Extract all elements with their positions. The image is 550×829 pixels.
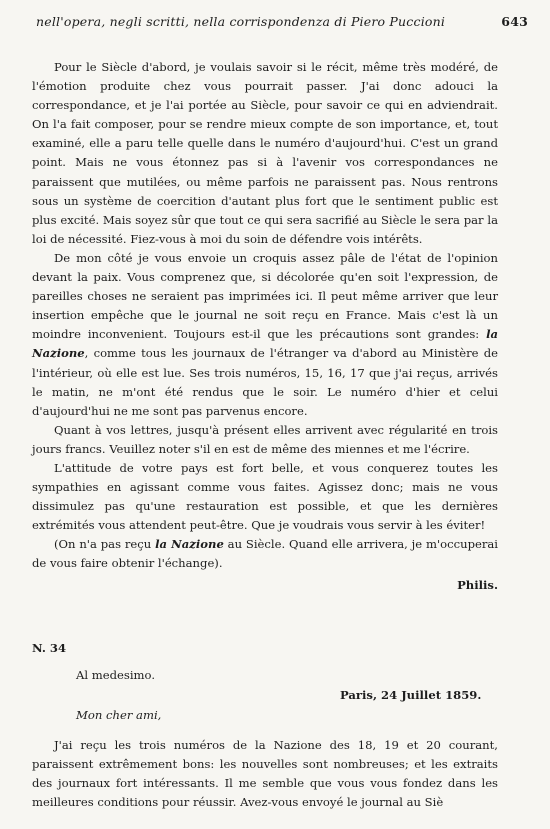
paragraph-4: L'attitude de votre pays est fort belle, et vous conquerez toutes les sympathies en agissant comme vous faites. Agissez donc; mais ne vous dissimulez pas qu'une restauration est possible, et que les dernières extrémités vous attendent peut-être. Que je voudrais vous servir à les éviter!	[32, 460, 498, 533]
newspaper-title: la Nazione	[155, 537, 224, 552]
signature: Philis.	[457, 577, 498, 592]
addressee: Al medesimo.	[76, 668, 156, 682]
letter-2-body	[32, 736, 498, 812]
paragraph-2	[32, 249, 498, 421]
letter-2-paragraph-1: J'ai reçu les trois numéros de la Nazione des 18, 19 et 20 courant, paraissent extrêmement bons: les nouvelles sont nombreuses; et les extraits des journaux fort intéressants. Il me semble que vous vous fondez dans les meilleures conditions pour réussir. Avez-vous envoyé le journal au Siè	[32, 738, 498, 810]
dateline: Paris, 24 Juillet 1859.	[340, 688, 482, 702]
paragraph-2-text-b: , comme tous les journaux de l'étranger va d'abord au Ministère de l'intérieur, où elle est lue. Ses trois numéros, 15, 16, 17 que j'ai reçus, arrivés le matin, ne m'ont été rendus que le soir. Le numéro d'hier et celui d'aujourd'hui ne me sont pas parvenus encore.	[32, 346, 498, 418]
running-title: nell'opera, negli scritti, nella corrispondenza di Piero Puccioni	[36, 14, 446, 29]
letter-body	[32, 58, 498, 595]
paragraph-1: Pour le Siècle d'abord, je voulais savoir si le récit, même très modéré, de l'émotion produite chez vous pourrait passer. J'ai donc adouci la correspondance, et je l'ai portée au Siècle, pour savoir ce qui en adviendrait. On l'a fait composer, pour se rendre mieux compte de son importance, et, tout examiné, elle a paru telle quelle dans le numéro d'aujourd'hui. C'est un grand point. Mais ne vous étonnez pas si à l'avenir vos correspondances ne paraissent que mutilées, ou même parfois ne paraissent pas. Nous rentrons sous un système de coercition d'autant plus fort que le sentiment public est plus excité. Mais soyez sûr que tout ce qui sera sacrifié au Siècle le sera par la loi de nécessité. Fiez-vous à moi du soin de défendre vois intérêts.	[32, 60, 498, 246]
letter-number: N. 34	[32, 641, 67, 655]
paragraph-2-text-a: De mon côté je vous envoie un croquis assez pâle de l'état de l'opinion devant la paix. Vous comprenez que, si décolorée qu'en soit l'expression, de pareilles choses ne seraient pas imprimées ici. Il peut même arriver que leur insertion empêche que le journal ne soit reçu en France. Mais c'est là un moindre inconvenient. Toujours est-il que les précautions sont grandes:	[32, 250, 498, 342]
running-header	[36, 14, 528, 29]
paragraph-3: Quant à vos lettres, jusqu'à présent elles arrivent avec régularité en trois jours francs. Veuillez noter s'il en est de même des miennes et me l'écrire.	[32, 422, 498, 456]
page-number: 643	[501, 14, 528, 29]
paragraph-5	[32, 535, 498, 573]
paragraph-5-text-a: (On n'a pas reçu	[54, 537, 152, 552]
paragraph-5-text-b: au Siècle. Quand elle arrivera, je m'occuperai de vous faire obtenir l'échange).	[32, 537, 499, 571]
newspaper-title: la Nazione	[32, 327, 498, 361]
salutation: Mon cher ami,	[76, 708, 162, 722]
